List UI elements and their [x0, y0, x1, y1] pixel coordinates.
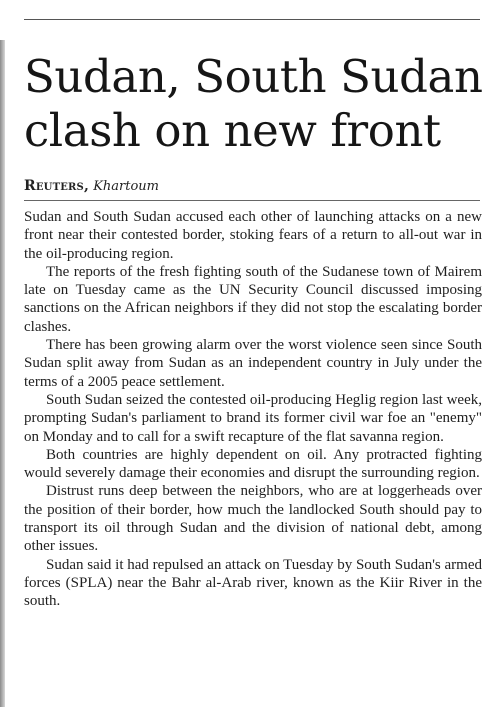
paragraph: Sudan said it had repulsed an attack on Tuesday by South Sudan's armed forces (SPLA) near the Bahr al-Arab river, known as the Kiir River in the south. — [24, 556, 482, 610]
headline: Sudan, South Sudan clash on new front — [24, 50, 483, 157]
byline — [24, 178, 159, 195]
byline-agency: Reuters, — [24, 178, 90, 194]
paragraph: The reports of the fresh fighting south of the Sudanese town of Mairem late on Tuesday came as the UN Security Council discussed imposing sanctions on the African neighbors if they did not stop the escalating border clashes. — [24, 263, 482, 335]
byline-rule — [24, 200, 480, 201]
paragraph: There has been growing alarm over the worst violence seen since South Sudan split away from Sudan as an independent country in July under the terms of a 2005 peace settlement. — [24, 337, 482, 390]
article-body — [24, 208, 482, 611]
top-rule — [24, 19, 480, 20]
paragraph: Sudan and South Sudan accused each other of launching attacks on a new front near their contested border, stoking fears of a return to all-out war in the oil-producing region. — [24, 209, 482, 262]
page-edge-shadow — [0, 40, 5, 707]
byline-location: Khartoum — [93, 179, 160, 194]
paragraph: South Sudan seized the contested oil-producing Heglig region last week, prompting Sudan's parliament to brand its former civil war foe an "enemy" on Monday and to call for a swift recapture of the flat savanna region. — [24, 391, 482, 445]
paragraph: Distrust runs deep between the neighbors, who are at loggerheads over the position of their border, how much the landlocked South should pay to transport its oil through Sudan and the division of national debt, among other issues. — [24, 483, 482, 555]
paragraph: Both countries are highly dependent on oil. Any protracted fighting would severely damage their economies and disrupt the surrounding region. — [24, 446, 482, 482]
